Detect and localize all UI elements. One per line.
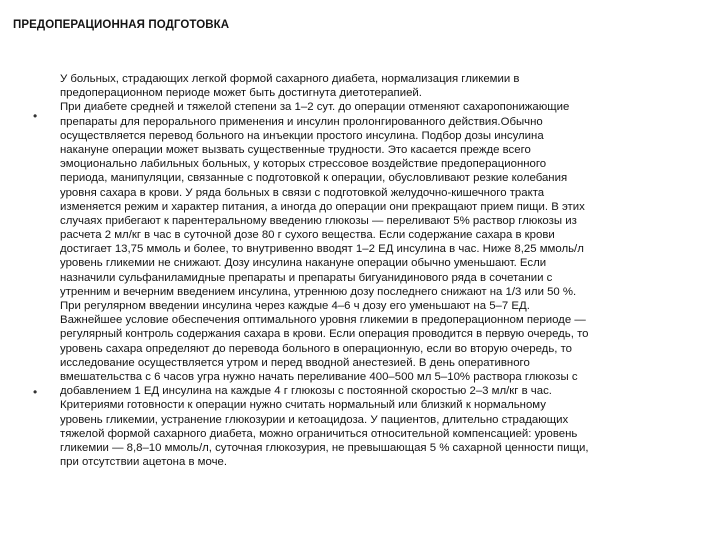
text-line: препараты для перорального применения и инсулин пролонгированного действия.Обычно [60, 115, 543, 128]
text-line: утренним и вечерним введением инсулина, утреннюю дозу последнего снижают на 1/3 или 50 %. [60, 285, 577, 298]
text-line: уровня сахара в крови. У ряда больных в связи с подготовкой желудочно-кишечного тракта [60, 186, 545, 199]
text-line: При диабете средней и тяжелой степени за 1–2 сут. до операции отменяют сахаропонижающие [60, 101, 570, 114]
text-line: регулярный контроль содержания сахара в крови. Если операция проводится в первую очередь, то [60, 328, 589, 341]
text-line: тяжелой формой сахарного диабета, можно ограничиться относительной компенсацией: уровень [60, 427, 578, 440]
text-line: периода, манипуляции, связанные с подготовкой к операции, обусловливают резкие колебания [60, 172, 568, 185]
bullet-marker-1: • [33, 109, 38, 123]
text-line: У больных, страдающих легкой формой сахарного диабета, нормализация гликемии в [60, 73, 520, 85]
text-line: достигает 13,75 ммоль и более, то внутривенно вводят 1–2 ЕД инсулина в час. Ниже 8,25 ммоль/л [60, 243, 584, 256]
text-line: уровень гликемии, устранение глюкозурии и кетоацидоза. У пациентов, длительно страдающих [60, 413, 569, 426]
bullet-marker-2: • [33, 385, 38, 399]
text-line: назначили сульфаниламидные препараты и препараты бигуанидинового ряда в сочетании с [60, 271, 553, 284]
text-line: Важнейшее условие обеспечения оптимального уровня гликемии в предоперационном периоде — [60, 314, 586, 327]
text-line: добавлением 1 ЕД инсулина на каждые 4 г глюкозы с постоянной скоростью 2–3 мл/кг в час. [60, 385, 552, 398]
text-line: вмешательства с 6 часов угра нужно начать переливание 400–500 мл 5–10% раствора глюкозы с [60, 370, 578, 383]
text-line: исследование осуществляется утром и перед вводной анестезией. В день оперативного [60, 356, 530, 369]
text-line: при отсутствии ацетона в моче. [60, 456, 228, 469]
text-line: случаях прибегают к парентеральному введению глюкозы — переливают 5% раствор глюкозы из [60, 214, 577, 227]
text-line: Критериями готовности к операции нужно считать нормальный или близкий к нормальному [60, 399, 546, 412]
body-text [60, 72, 700, 469]
text-line: эмоционально лабильных больных, у которых стрессовое воздействие предоперационного [60, 158, 547, 171]
slide-title: ПРЕДОПЕРАЦИОННАЯ ПОДГОТОВКА [13, 19, 230, 31]
text-line: уровень гликемии не снижают. Дозу инсулина накануне операции обычно уменьшают. Если [60, 257, 547, 270]
text-line: расчета 2 мл/кг в час в суточной дозе 80 г сухого вещества. Если содержание сахара в крови [60, 229, 555, 242]
text-line: При регулярном введении инсулина через каждые 4–6 ч дозу его уменьшают на 5–7 ЕД. [60, 300, 530, 312]
text-line: осуществляется перевод больного на инъекции простого инсулина. Подбор дозы инсулина [60, 129, 544, 142]
text-line: уровень сахара определяют до перевода больного в операционную, если во вторую очередь, то [60, 342, 573, 355]
text-line: предоперационном периоде может быть достигнута диетотерапией. [60, 87, 422, 100]
text-line: изменяется режим и характер питания, а иногда до операции они прекращают прием пищи. В этих [60, 200, 585, 213]
text-line: гликемии — 8,8–10 ммоль/л, суточная глюкозурия, не превышающая 5 % сахарной ценности пищи, [60, 441, 589, 454]
text-line: накануне операции может вызвать существенные трудности. Это касается прежде всего [60, 143, 531, 156]
